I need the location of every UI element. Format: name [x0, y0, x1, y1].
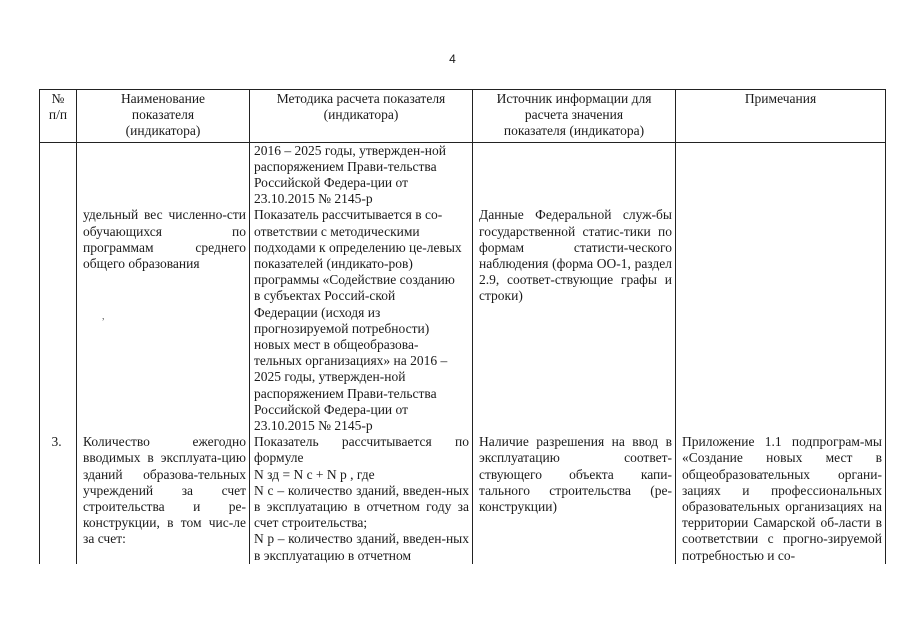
- header-line: Методика расчета показателя: [276, 91, 446, 106]
- table-row: [40, 207, 886, 434]
- cell-name: [77, 142, 250, 207]
- header-line: Источник информации для: [496, 91, 652, 106]
- cell-source: [473, 434, 676, 564]
- stray-mark: ,: [102, 311, 105, 322]
- cell-number: [40, 207, 77, 434]
- header-line: Наименование: [120, 91, 206, 106]
- header-line: (индикатора): [323, 107, 399, 123]
- cell-name: [77, 434, 250, 564]
- header-line: расчета значения: [524, 107, 624, 123]
- header-line: п/п: [48, 107, 68, 123]
- page-number: 4: [449, 52, 456, 66]
- method-text: Показатель рассчитывается по формуле: [254, 434, 469, 466]
- header-line: №: [51, 91, 65, 106]
- method-text: Показатель рассчитывается в со-ответствии с методическими подходами к определению це-левых показателей (индикато-ров) программы «Содействие созданию в субъектах Россий-ской Федерации (исходя из прогнозируемой потребности) новых мест в общеобразова-тельных организациях» на 2016 – 2025 годы, утвержден-ной распоряжением Прави-тельства Российской Федера-ции от 23.10.2015 № 2145-р: [254, 207, 462, 434]
- source-text: Наличие разрешения на ввод в эксплуатацию соответ-ствующего объекта капи-тального строительства (ре-конструкции): [479, 434, 672, 515]
- cell-method: [250, 142, 473, 207]
- header-line: показателя: [131, 107, 195, 123]
- method-text: 2016 – 2025 годы, утвержден-ной распоряжением Прави-тельства Российской Федера-ции от 23.10.2015 № 2145-р: [254, 142, 446, 207]
- table-header-row: [40, 90, 886, 143]
- cell-source: [473, 142, 676, 207]
- indicator-name: Количество ежегодно вводимых в эксплуата-цию зданий образова-тельных учреждений за счет строительства и ре-конструкции, в том чис-ле за счет:: [83, 434, 246, 547]
- header-source: [473, 90, 676, 143]
- header-method: [250, 90, 473, 143]
- note-text: Приложение 1.1 подпрограм-мы «Создание новых мест в общеобразовательных органи-зациях и профессиональных образовательных организациях на территории Самарской об-ласти в соответствии с прогно-зируемой потребностью и со-: [682, 434, 882, 563]
- cell-method: [250, 207, 473, 434]
- formula: N зд = N с + N р , где: [254, 466, 375, 482]
- table-row: [40, 434, 886, 564]
- header-line: Примечания: [744, 91, 817, 106]
- cell-number: [40, 434, 77, 564]
- indicator-name: удельный вес численно-сти обучающихся по программам среднего общего образования: [83, 207, 246, 272]
- cell-note: [676, 142, 886, 207]
- cell-number: [40, 142, 77, 207]
- source-text: Данные Федеральной служ-бы государственной статис-тики по формам статисти-ческого наблюдения (форма ОО-1, раздел 2.9, соответ-ствующие графы и строки): [479, 207, 672, 304]
- header-number: [40, 90, 77, 143]
- cell-source: [473, 207, 676, 434]
- row-number: 3.: [51, 434, 62, 450]
- header-name: [77, 90, 250, 143]
- method-text: N с – количество зданий, введен-ных в эксплуатацию в отчетном году за счет строительства;: [254, 482, 469, 531]
- cell-note: [676, 434, 886, 564]
- header-line: показателя (индикатора): [503, 123, 645, 139]
- method-text: N р – количество зданий, введен-ных в эксплуатацию в отчетном: [254, 531, 469, 563]
- header-notes: [676, 90, 886, 143]
- table-row-continuation: [40, 142, 886, 207]
- cell-method: [250, 434, 473, 564]
- cell-note: [676, 207, 886, 434]
- indicator-table: [39, 89, 886, 564]
- header-line: (индикатора): [125, 123, 201, 139]
